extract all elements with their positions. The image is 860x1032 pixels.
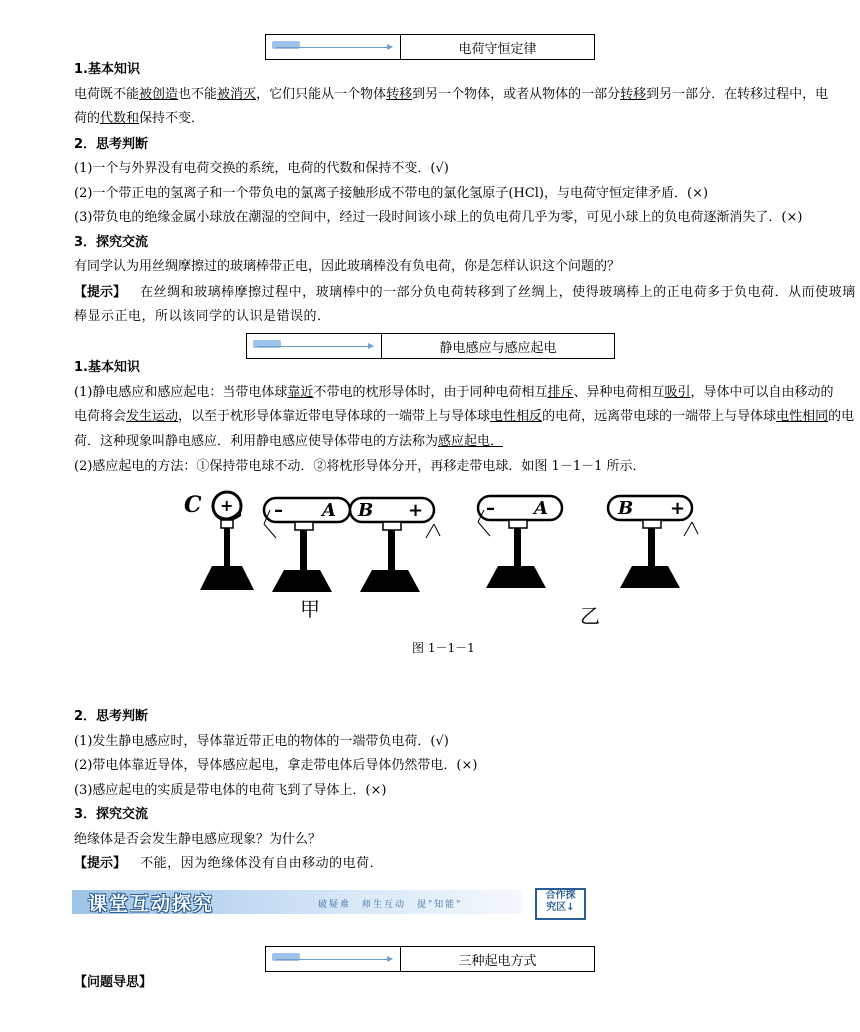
svg-text:B: B	[618, 498, 634, 519]
svg-text:A: A	[322, 500, 336, 521]
judge-item: (2)一个带正电的氢离子和一个带负电的氯离子接触形成不带电的氯化氢原子(HCl)，与电荷守恒定律矛盾．(×)	[74, 186, 709, 201]
classroom-interaction-banner	[72, 888, 584, 918]
section-title: 静电感应与感应起电	[439, 340, 557, 356]
section-header-3	[265, 946, 595, 972]
judge-item: (2)带电体靠近导体，导体感应起电，拿走带电体后导体仍然带电．(×)	[74, 758, 478, 773]
svg-text:–: –	[274, 500, 283, 521]
hint-line: 【提示】 在丝绸和玻璃棒摩擦过程中，玻璃棒中的一部分负电荷转移到了丝绸上，使得玻璃棒上的正电荷多于负电荷．从而使玻璃	[74, 285, 856, 300]
separated-conductor-a	[478, 496, 562, 588]
section-header-decoration	[266, 947, 401, 971]
heading-think-judge: 2．思考判断	[74, 137, 149, 152]
pillow-conductor-a	[264, 498, 350, 592]
question-guide-heading: 【问题导思】	[74, 975, 153, 990]
svg-text:+: +	[670, 498, 686, 519]
svg-text:–: –	[486, 498, 495, 519]
svg-text:B: B	[358, 500, 374, 521]
figure-induction-diagram	[180, 486, 700, 626]
paragraph-line: 荷．这种现象叫静电感应．利用静电感应使导体带电的方法称为感应起电．	[74, 434, 504, 449]
heading-explore: 3．探究交流	[74, 807, 149, 822]
figure-caption: 图 1－1－1	[412, 641, 475, 655]
hint-label: 【提示】	[74, 285, 127, 300]
paragraph-line: 电荷将会发生运动，以至于枕形导体靠近带电导体球的一端带上与导体球电性相反的电荷，远离带电球的一端带上与导体球电性相同的电	[74, 409, 855, 424]
pillow-conductor-b	[350, 498, 440, 592]
section-header-2	[246, 333, 615, 359]
judge-item: (3)带负电的绝缘金属小球放在潮湿的空间中，经过一段时间该小球上的负电荷几乎为零，可见小球上的负电荷逐渐消失了．(×)	[74, 210, 803, 225]
hint-line: 【提示】 不能，因为绝缘体没有自由移动的电荷．	[74, 856, 384, 871]
banner-subtitle: 破疑难 师生互动 提"知能"	[318, 900, 463, 910]
hint-line: 棒显示正电，所以该同学的认识是错误的．	[74, 309, 331, 324]
judge-item: (1)一个与外界没有电荷交换的系统，电荷的代数和保持不变．(√)	[74, 161, 449, 176]
hint-label: 【提示】	[74, 856, 127, 871]
svg-text:A: A	[534, 498, 548, 519]
section-header-decoration	[266, 35, 401, 59]
heading-basic-knowledge: 1.基本知识	[74, 62, 140, 77]
section-title: 三种起电方式	[458, 953, 537, 969]
svg-text:+: +	[220, 496, 234, 515]
label-yi: 乙	[580, 604, 600, 626]
separated-conductor-b	[608, 496, 698, 588]
svg-text:+: +	[408, 500, 424, 521]
question-text: 绝缘体是否会发生静电感应现象？为什么？	[74, 832, 322, 847]
section-header-1	[265, 34, 595, 60]
banner-title: 课堂互动探究	[88, 893, 215, 915]
label-jia: 甲	[300, 597, 320, 621]
paragraph-line: (2)感应起电的方法：①保持带电球不动．②将枕形导体分开，再移走带电球．如图 1－1－1 所示．	[74, 459, 646, 474]
section-header-decoration	[247, 334, 382, 358]
section-title: 电荷守恒定律	[458, 41, 537, 57]
judge-item: (1)发生静电感应时，导体靠近带正电的物体的一端带负电荷．(√)	[74, 734, 449, 749]
heading-think-judge: 2．思考判断	[74, 709, 149, 724]
judge-item: (3)感应起电的实质是带电体的电荷飞到了导体上．(×)	[74, 783, 387, 798]
paragraph-line: 荷的代数和保持不变．	[74, 111, 205, 126]
cooperative-explore-tag[interactable]: 合作探 究区↓	[535, 888, 586, 920]
heading-basic-knowledge: 1.基本知识	[74, 360, 140, 375]
heading-explore: 3．探究交流	[74, 235, 149, 250]
paragraph-line: 电荷既不能被创造也不能被消灭，它们只能从一个物体转移到另一个物体，或者从物体的一部分转移到另一部分．在转移过程中，电	[74, 87, 829, 102]
svg-text:C: C	[184, 492, 202, 518]
charged-sphere-c	[184, 492, 254, 590]
question-text: 有同学认为用丝绸摩擦过的玻璃棒带正电，因此玻璃棒没有负电荷，你是怎样认识这个问题的？	[74, 259, 621, 274]
paragraph-line: (1)静电感应和感应起电：当带电体球靠近不带电的枕形导体时，由于同种电荷相互排斥、异种电荷相互吸引，导体中可以自由移动的	[74, 385, 834, 400]
